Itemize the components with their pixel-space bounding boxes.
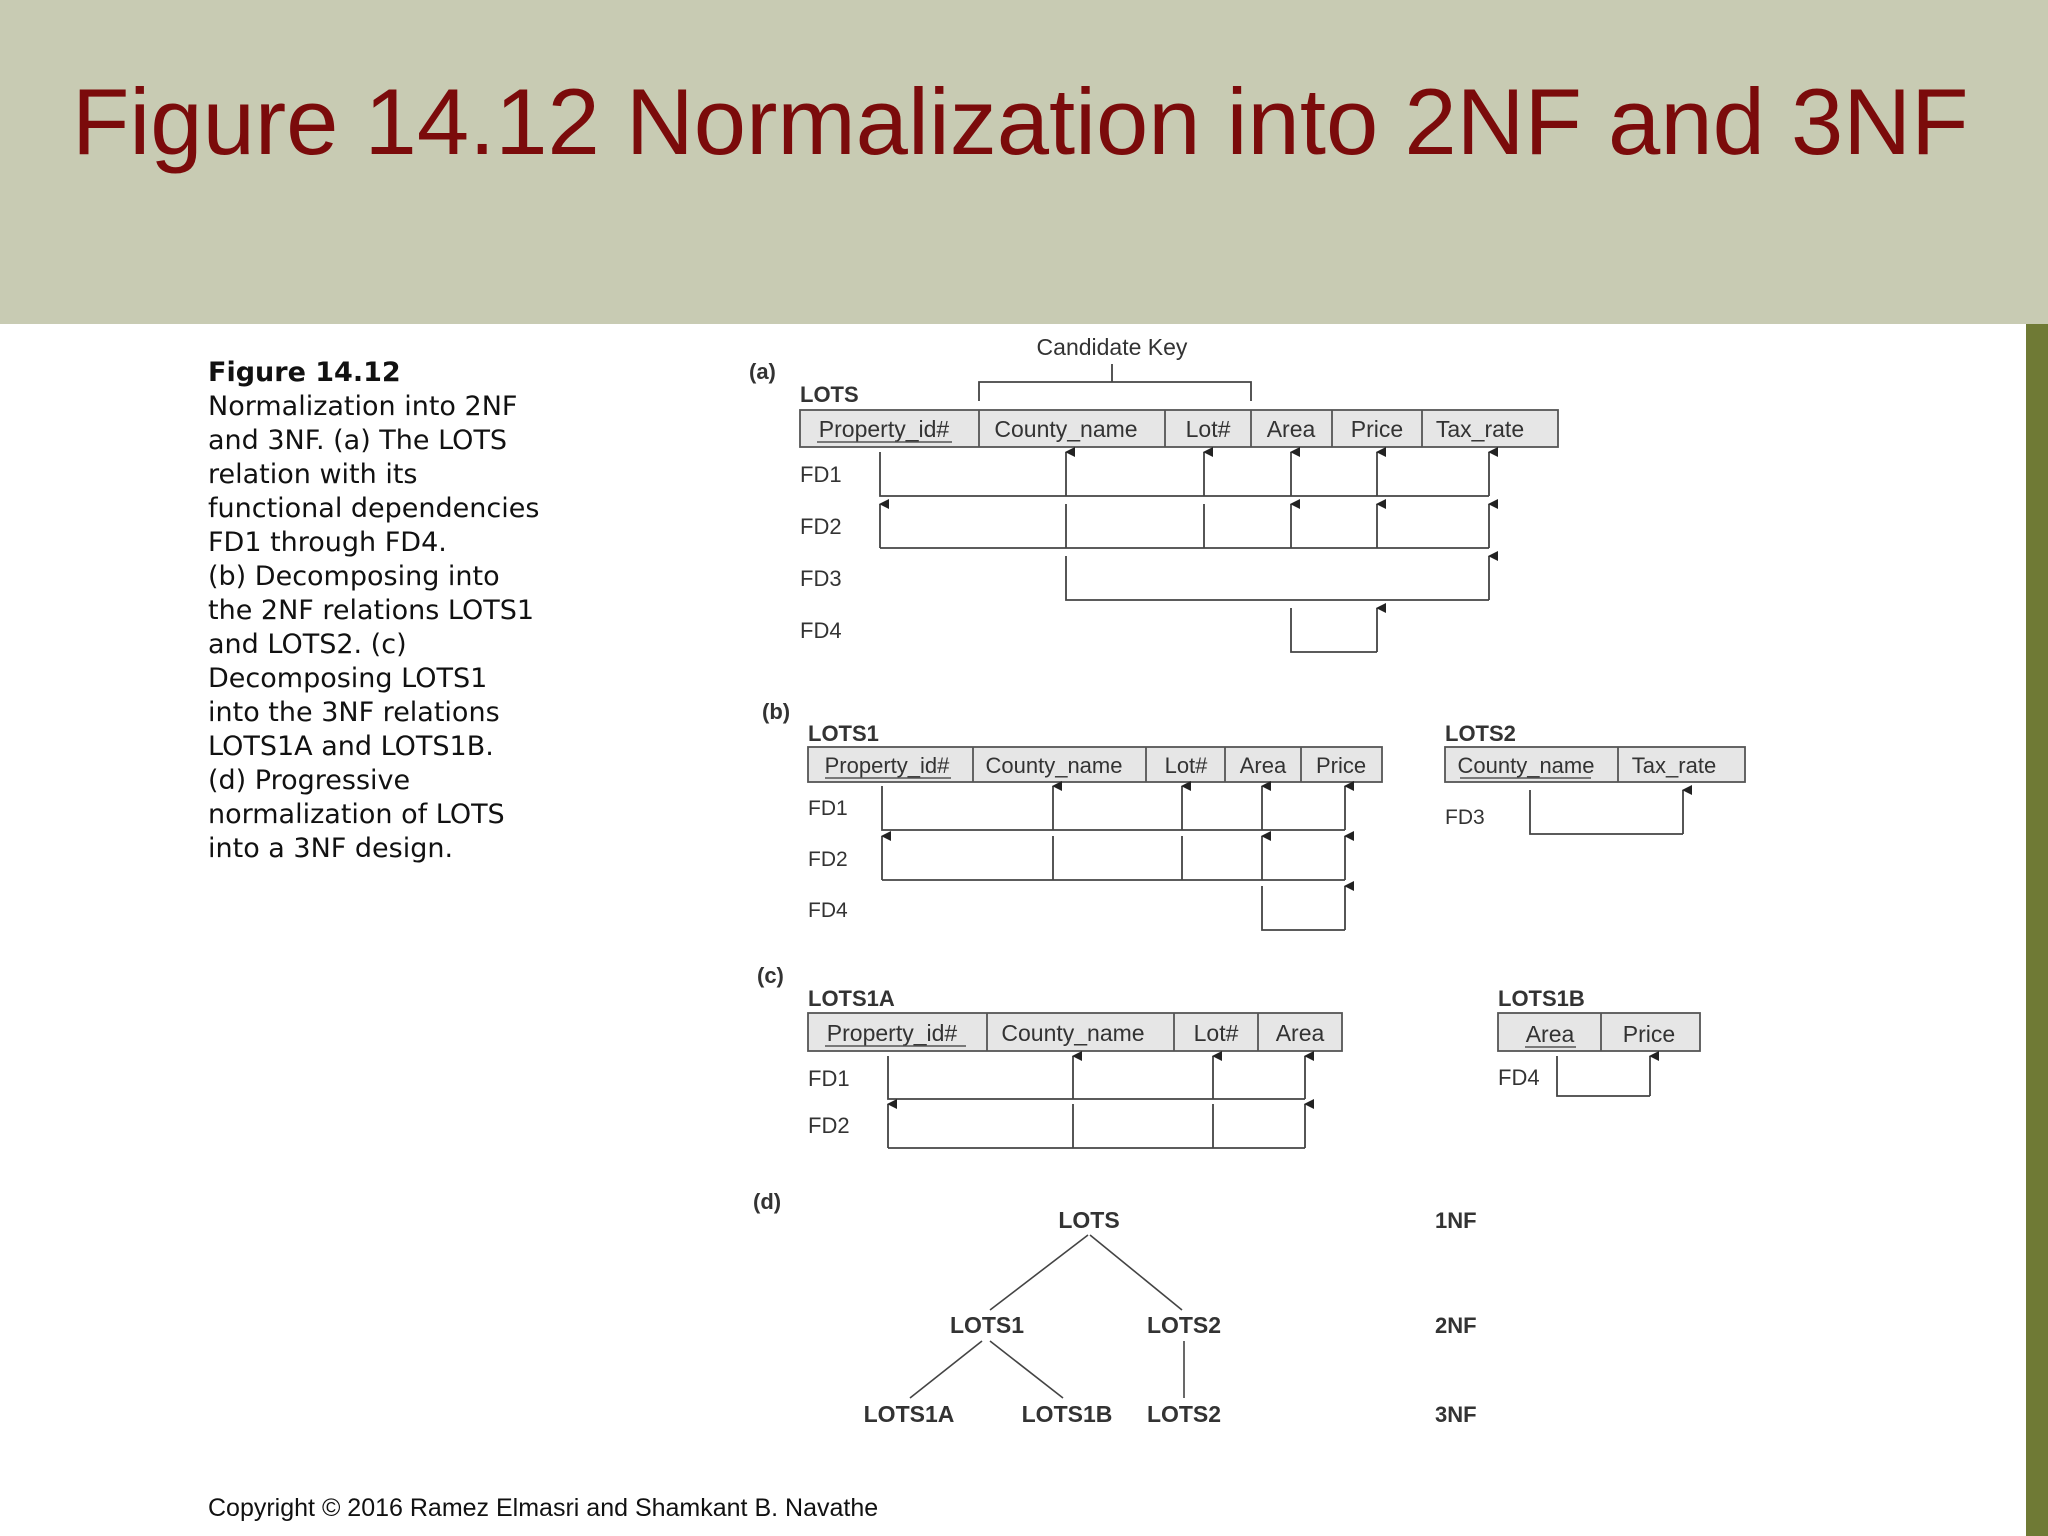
copyright-notice: Copyright © 2016 Ramez Elmasri and Shamkant B. Navathe xyxy=(208,1494,879,1522)
lots-fd3-label: FD3 xyxy=(800,566,842,591)
lots1-attr-area: Area xyxy=(1239,753,1287,778)
lots2-fd3-label: FD3 xyxy=(1445,806,1485,829)
lots-attr-area: Area xyxy=(1266,416,1316,442)
lots1a-relation-name: LOTS1A xyxy=(808,986,895,1011)
part-b-label: (b) xyxy=(762,699,791,724)
lots-relation-name: LOTS xyxy=(800,382,859,407)
slide-title: Figure 14.12 Normalization into 2NF and 3NF xyxy=(72,69,1969,174)
tree-node-lots1: LOTS1 xyxy=(949,1312,1025,1338)
part-b xyxy=(762,699,1745,930)
lots1b-attr-price: Price xyxy=(1622,1021,1676,1047)
lots1-attr-lot-number: Lot# xyxy=(1164,753,1208,778)
tree-node-lots2-3nf: LOTS2 xyxy=(1146,1401,1222,1427)
lots1b-relation-name: LOTS1B xyxy=(1498,986,1585,1011)
lots1-fd4-lines xyxy=(1262,886,1345,930)
lots-fd4-label: FD4 xyxy=(800,618,842,643)
part-a-label: (a) xyxy=(749,359,776,384)
part-d xyxy=(753,1189,1477,1427)
lots1a-attr-lot-number: Lot# xyxy=(1193,1020,1239,1046)
lots-attr-price: Price xyxy=(1350,416,1404,442)
lots-fd4-lines xyxy=(1291,608,1377,652)
lots1a-fd1-label: FD1 xyxy=(808,1066,850,1091)
tree-node-lots: LOTS xyxy=(1058,1207,1120,1233)
tree-node-lots1a: LOTS1A xyxy=(863,1401,955,1427)
level-1nf: 1NF xyxy=(1435,1208,1477,1233)
lots1a-attr-area: Area xyxy=(1275,1020,1325,1046)
lots-attr-lot-number: Lot# xyxy=(1185,416,1231,442)
lots-attr-county-name: County_name xyxy=(994,416,1138,442)
lots2-relation-name: LOTS2 xyxy=(1445,721,1516,746)
caption-body: Normalization into 2NF and 3NF. (a) The LOTS relation with its functional dependencies FD1 through FD4. (b) Decomposing into the 2NF relations LOTS1 and LOTS2. (c) Decomposing LOTS1 into the 3NF relations LOTS1A and LOTS1B. (d) Progressive normalization of LOTS into a 3NF design. xyxy=(208,391,540,864)
lots1a-attr-property-id: Property_id# xyxy=(826,1020,958,1046)
lots-fd2-label: FD2 xyxy=(800,514,842,539)
lots1-relation-name: LOTS1 xyxy=(808,721,879,746)
lots-fd3-lines xyxy=(1066,556,1489,600)
part-a xyxy=(749,334,1558,652)
lots1-fd1-lines xyxy=(882,786,1345,830)
lots1b-attr-area: Area xyxy=(1525,1021,1575,1047)
lots1-attr-county-name: County_name xyxy=(985,753,1123,778)
lots-fd1-lines xyxy=(880,452,1489,496)
lots1-attr-price: Price xyxy=(1315,753,1367,778)
caption-title: Figure 14.12 xyxy=(208,357,401,388)
lots1-fd4-label: FD4 xyxy=(808,899,848,922)
lots1a-attr-county-name: County_name xyxy=(1001,1020,1145,1046)
lots1-fd2-lines xyxy=(882,836,1345,880)
part-c xyxy=(757,963,1700,1148)
part-d-label: (d) xyxy=(753,1189,782,1214)
lots1a-fd1-lines xyxy=(888,1056,1305,1099)
lots1-fd1-label: FD1 xyxy=(808,797,848,820)
level-3nf: 3NF xyxy=(1435,1402,1477,1427)
level-2nf: 2NF xyxy=(1435,1313,1477,1338)
part-c-label: (c) xyxy=(757,963,784,988)
lots1a-fd2-lines xyxy=(888,1104,1305,1148)
lots2-attr-tax-rate: Tax_rate xyxy=(1631,753,1717,778)
lots1a-fd2-label: FD2 xyxy=(808,1113,850,1138)
lots1-attr-property-id: Property_id# xyxy=(824,753,950,778)
lots-attr-tax-rate: Tax_rate xyxy=(1435,416,1525,442)
lots-attr-property-id: Property_id# xyxy=(818,416,950,442)
lots1b-fd4-lines xyxy=(1557,1056,1650,1096)
lots-fd2-lines xyxy=(880,504,1489,548)
tree-node-lots1b: LOTS1B xyxy=(1021,1401,1113,1427)
candidate-key-bracket xyxy=(979,364,1251,401)
lots2-fd3-lines xyxy=(1530,790,1683,834)
candidate-key-label: Candidate Key xyxy=(1036,334,1188,360)
lots1b-fd4-label: FD4 xyxy=(1498,1065,1540,1090)
lots2-attr-county-name: County_name xyxy=(1457,753,1595,778)
tree-node-lots2: LOTS2 xyxy=(1146,1312,1222,1338)
lots-fd1-label: FD1 xyxy=(800,462,842,487)
lots1-fd2-label: FD2 xyxy=(808,848,848,871)
